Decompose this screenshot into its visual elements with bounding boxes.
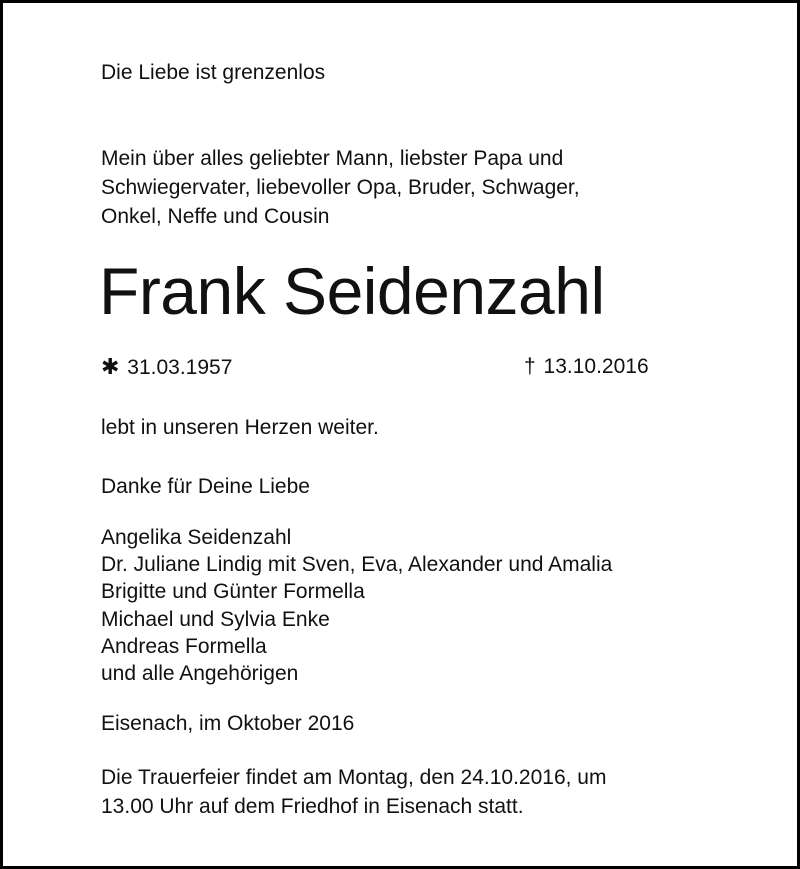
cross-icon: † xyxy=(524,355,536,378)
birth-date: 31.03.1957 xyxy=(127,356,233,379)
signer: Angelika Seidenzahl xyxy=(101,526,292,549)
deceased-name: Frank Seidenzahl xyxy=(99,254,605,328)
signer: Andreas Formella xyxy=(101,634,267,658)
signer: Dr. Juliane Lindig mit Sven, Eva, Alexander und Amalia xyxy=(101,553,613,577)
birth-star-icon: ✱ xyxy=(101,354,120,379)
thanks-text: Danke für Deine Liebe xyxy=(101,475,310,498)
birth-date-line xyxy=(101,353,232,382)
funeral-info xyxy=(101,764,606,822)
death-date-line xyxy=(524,353,649,381)
intro-line: Schwiegervater, liebevoller Opa, Bruder, Schwager, xyxy=(101,176,580,199)
funeral-line: 13.00 Uhr auf dem Friedhof in Eisenach statt. xyxy=(101,795,524,818)
funeral-line: Die Trauerfeier findet am Montag, den 24.10.2016, um xyxy=(101,766,607,789)
intro-text xyxy=(101,145,580,232)
signer: Brigitte und Günter Formella xyxy=(101,580,365,604)
signer: und alle Angehörigen xyxy=(101,661,299,685)
motto: Die Liebe ist grenzenlos xyxy=(101,61,326,84)
intro-line: Mein über alles geliebter Mann, liebster Papa und xyxy=(101,147,564,170)
signer: Michael und Sylvia Enke xyxy=(101,607,330,631)
death-date: 13.10.2016 xyxy=(543,355,649,378)
signers-list xyxy=(101,524,612,687)
place-date: Eisenach, im Oktober 2016 xyxy=(101,712,355,735)
remembrance-text: lebt in unseren Herzen weiter. xyxy=(101,416,379,439)
intro-line: Onkel, Neffe und Cousin xyxy=(101,205,330,228)
